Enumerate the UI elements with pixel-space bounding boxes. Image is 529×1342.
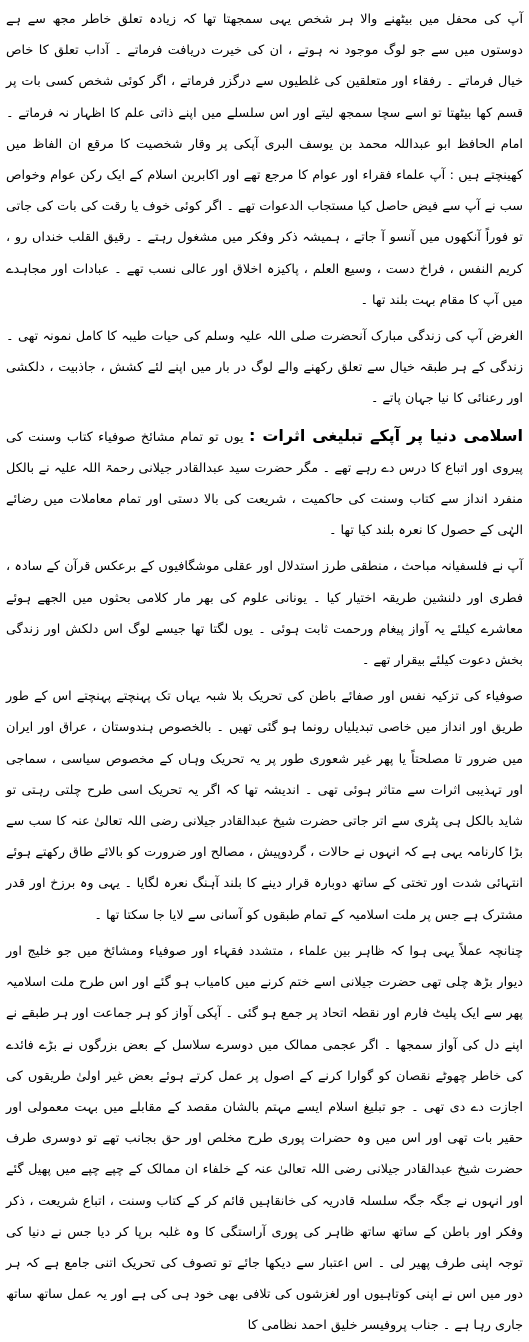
paragraph-text: آپ نے فلسفیانہ مباحث ، منطقی طرز استدلال اور عقلی موشگافیوں کے برعکس قرآن کے سادہ ، فطری اور دلنشین طریقہ اختیار کیا ۔ یونانی علوم کی بھر مار کلامی بحثوں میں الجھے ہوئے معاشرے کیلئے یہ آواز پیغام ورحمت ثابت ہوئی ۔ یوں لگتا تھا جیسے لوگ اس دلکش اور زندگی بخش دعوت کیلئے بیقرار تھے ۔	[6, 559, 523, 669]
paragraph-text: الغرض آپ کی زندگی مبارک آنحضرت صلی اللہ علیہ وسلم کی حیات طیبہ کا کامل نمونہ تھی ۔ زندگی کے ہر طبقہ خیال سے تعلق رکھنے والے لوگ در بار میں اپنے لئے کشش ، جاذبیت ، دلکشی اور رعنائی کا نیا جہان پاتے ۔	[6, 329, 523, 407]
paragraph-character	[6, 4, 523, 316]
paragraph-text: صوفیاء کی تزکیہ نفس اور صفائے باطن کی تحریک بلا شبہ یہاں تک پہنچتے پہنچتے اس کے طور طریق اور انداز میں خاصی تبدیلیاں رونما ہو گئی تھیں ۔ بالخصوص ہندوستان ، عراق اور ایران میں ضرور تا مصلحتاً یا پھر غیر شعوری طور پر یہ تحریک وہاں کے مخصوص سیاسی ، سماجی اور تہذیبی اثرات سے متاثر ہوئی تھی ۔ اندیشہ تھا کہ اگر یہ تحریک اسی طرح چلتی رہتی تو شاید بالکل ہی پٹری سے اتر جاتی حضرت شیخ عبدالقادر جیلانی رضی اللہ تعالیٰ عنہ کا سب سے بڑا کارنامہ یہی ہے کہ انہوں نے حالات ، گردوپیش ، مصالح اور ضرورت کو بالائے طاق رکھتے ہوئے انتہائی شدت اور تختی کے ساتھ دوبارہ قرار دینے کا بلند آہنگ نعرہ لگایا ۔ یہی وہ برزخ اور قدر مشترک ہے جس پر ملت اسلامیہ کے تمام طبقوں کو آسانی سے لایا جا سکتا تھا ۔	[6, 689, 523, 923]
paragraph-text: چنانچہ عملاً یہی ہوا کہ ظاہر بین علماء ، متشدد فقہاء اور صوفیاء ومشائخ میں جو خلیج اور دیوار بڑھ چلی تھی حضرت جیلانی اسے ختم کرنے میں کامیاب ہو گئے اور اس طرح ملت اسلامیہ پھر سے ایک پلیٹ فارم اور نقطہ اتحاد پر جمع ہو گئی ۔ آپکی آواز کو ہر جماعت اور ہر طبقے نے اپنے دل کی آواز سمجھا ۔ اگر عجمی ممالک میں دوسرے سلاسل کے بعض بزرگوں نے بڑے فائدے کی خاطر چھوٹے نقصان کو گوارا کرنے کے اصول پر عمل کرتے ہوئے بعض غیر اولیٰ طریقوں کی اجازت دے دی تھی ۔ جو تبلیغ اسلام ایسے مہتم بالشان مقصد کے مقابلے میں بہت معمولی اور حقیر بات تھی اور اس میں وہ حضرات پوری طرح مخلص اور حق بجانب تھے تو دوسری طرف حضرت شیخ عبدالقادر جیلانی رضی اللہ تعالیٰ عنہ کے خلفاء ان ممالک کے چپے چپے میں پھیل گئے اور انہوں نے جگہ جگہ سلسلہ قادریہ کی خانقاہیں قائم کر کے کتاب وسنت ، اتباع شریعت ، ذکر وفکر اور باطن کے ساتھ ساتھ ظاہر کی پوری آراستگی کا وہ غلبہ برپا کر دیا جس نے دنیا کی توجہ اپنی طرف پھیر لی ۔ اس اعتبار سے دیکھا جائے تو تصوف کی تحریک اتنی جامع ہے کہ ہر دور میں اس نے اپنی کوتاہیوں اور لغزشوں کی تلافی بھی خود ہی کی ہے اور یہ عمل ساتھ ساتھ جاری رہا ہے ۔ جناب پروفیسر خلیق احمد نظامی کا	[6, 943, 523, 1334]
paragraph-influence	[6, 420, 523, 547]
paragraph-text: یوں تو تمام مشائخ صوفیاء کتاب وسنت کی پیروی اور اتباع کا درس دے رہے تھے ۔ مگر حضرت سید عبدالقادر جیلانی رحمۃ اللہ علیہ نے بالکل منفرد انداز سے کتاب وسنت کی حاکمیت ، شریعت کی بالا دستی اور تمام معاملات میں رضائے الہٰی کے حصول کا نعرہ بلند کیا تھا ۔	[6, 429, 523, 539]
paragraph-unity	[6, 936, 523, 1342]
section-heading: اسلامی دنیا پر آپکے تبلیغی اثرات :	[249, 425, 524, 445]
paragraph-text: آپ کی محفل میں بیٹھنے والا ہر شخص یہی سمجھتا تھا کہ زیادہ تعلق خاطر مجھ سے ہے دوستوں میں سے جو لوگ موجود نہ ہوتے ، ان کی خیرت دریافت فرماتے ۔ آداب تعلق کا خاص خیال فرماتے ۔ رفقاء اور متعلقین کی غلطیوں سے درگزر فرماتے ، اگر کوئی شخص کسی بات پر قسم کھا بیٹھتا تو اسے سچا سمجھ لیتے اور اس سلسلے میں اپنے ذاتی علم کا اظہار نہ فرماتے ۔ امام الحافظ ابو عبداللہ محمد بن یوسف البری آپکی پر وقار شخصیت کا مرقع ان الفاظ میں کھینچتے ہیں : آپ علماء فقراء اور عوام کا مرجع تھے اور اکابرین اسلام کے ایک رکن عوام وخواص سب نے آپ سے فیض حاصل کیا مستجاب الدعوات تھے ۔ اگر کوئی خوف یا رقت کی بات کی جاتی تو فوراً آنکھوں میں آنسو آ جاتے ، ہمیشہ ذکر وفکر میں مشغول رہتے ۔ رقیق القلب خنداں رو ، کریم النفس ، فراخ دست ، وسیع العلم ، پاکیزہ اخلاق اور عالی نسب تھے ۔ عبادات اور مجاہدے میں آپ کا مقام بہت بلند تھا ۔	[6, 12, 523, 308]
paragraph-sufi-movement	[6, 681, 523, 931]
paragraph-life-model	[6, 321, 523, 415]
paragraph-quranic-method	[6, 551, 523, 676]
